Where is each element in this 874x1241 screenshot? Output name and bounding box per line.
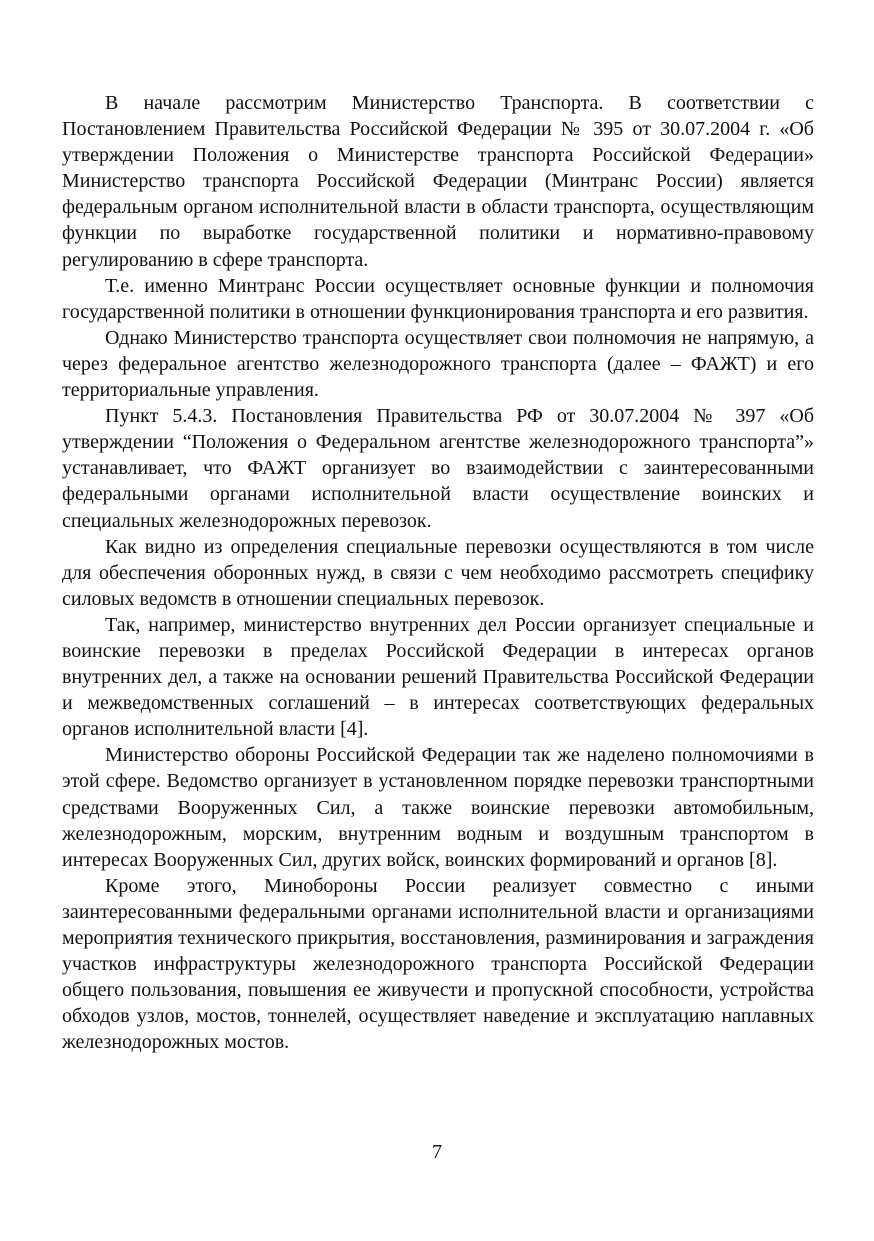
paragraph-special-transport: Как видно из определения специальные перевозки осуществляются в том числе для обеспечения оборонных нужд, в связи с чем необходимо рассмотреть специфику силовых ведомств в отношении специальных перевозок.: [62, 535, 814, 610]
paragraph-mintrans-intro: В начале рассмотрим Министерство Транспорта. В соответствии с Постановлением Правительства Российской Федерации № 395 от 30.07.2004 г. «Об утверждении Положения о Министерстве транспорта Российской Федерации» Министерство транспорта Российской Федерации (Минтранс России) является федеральным органом исполнительной власти в области транспорта, осуществляющим функции по выработке государственной политики и нормативно-правовому регулированию в сфере транспорта.: [62, 92, 814, 271]
page-number: 7: [432, 1141, 442, 1163]
paragraph-minoborony: Министерство обороны Российской Федерации так же наделено полномочиями в этой сфере. Ведомство организует в установленном порядке перевозки транспортными средствами Вооруженных Сил, а также воинские перевозки автомобильным, железнодорожным, морским, внутренним водным и воздушным транспортом в интересах Вооруженных Сил, других войск, воинских формирований и органов [8].: [62, 744, 814, 871]
paragraph-resolution-397: Пункт 5.4.3. Постановления Правительства РФ от 30.07.2004 № 397 «Об утверждении “Положения о Федеральном агентстве железнодорожного транспорта”» устанавливает, что ФАЖТ организует во взаимодействии с заинтересованными федеральными органами исполнительной власти осуществление воинских и специальных железнодорожных перевозок.: [62, 405, 814, 532]
document-body: [62, 90, 814, 1055]
paragraph-fazht: Однако Министерство транспорта осуществляет свои полномочия не напрямую, а через федеральное агентство железнодорожного транспорта (далее – ФАЖТ) и его территориальные управления.: [62, 326, 814, 402]
paragraph-mvd: Так, например, министерство внутренних дел России организует специальные и воинские перевозки в пределах Российской Федерации в интересах органов внутренних дел, а также на основании решений Правительства Российской Федерации и межведомственных соглашений – в интересах соответствующих федеральных органов исполнительной власти [4].: [62, 613, 814, 741]
paragraph-mintrans-functions: Т.е. именно Минтранс России осуществляет основные функции и полномочия государственной политики в отношении функционирования транспорта и его развития.: [62, 274, 814, 323]
paragraph-minoborony-measures: Кроме этого, Минобороны России реализует совместно с иными заинтересованными федеральными органами исполнительной власти и организациями мероприятия технического прикрытия, восстановления, разминирования и заграждения участков инфраструктуры железнодорожного транспорта Российской Федерации общего пользования, повышения ее живучести и пропускной способности, устройства обходов узлов, мостов, тоннелей, осуществляет наведение и эксплуатацию наплавных железнодорожных мостов.: [62, 874, 814, 1054]
